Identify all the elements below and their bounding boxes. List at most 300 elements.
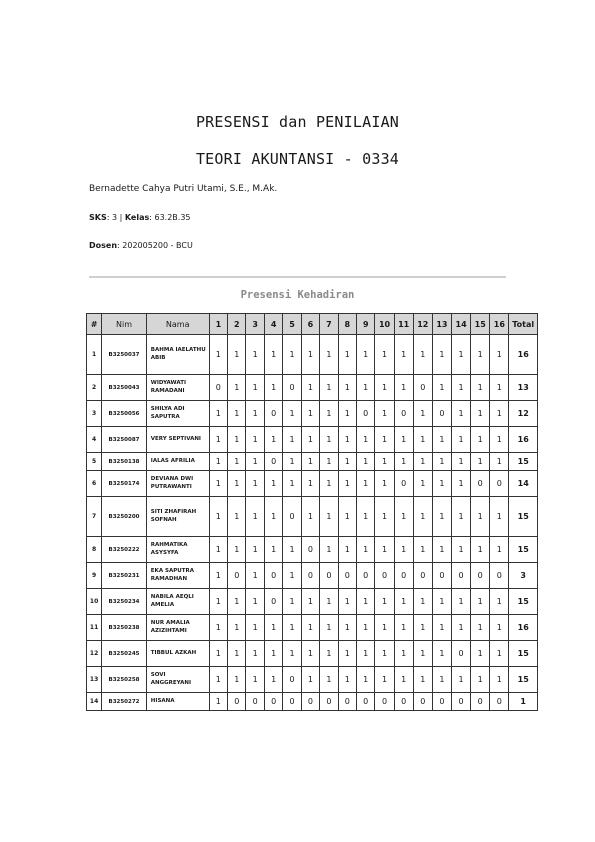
attendance-mark: 1 [357, 335, 375, 375]
attendance-mark: 0 [432, 693, 451, 711]
attendance-mark: 1 [490, 537, 509, 563]
table-row [87, 375, 538, 401]
attendance-mark: 1 [471, 667, 490, 693]
attendance-mark: 1 [452, 453, 471, 471]
attendance-mark: 1 [209, 335, 227, 375]
attendance-mark: 1 [413, 615, 432, 641]
attendance-mark: 0 [320, 563, 338, 589]
attendance-mark: 1 [283, 589, 301, 615]
student-name: SHILYA ADI SAPUTRA [146, 401, 209, 427]
student-nim: B3250037 [102, 335, 147, 375]
attendance-mark: 0 [301, 563, 319, 589]
attendance-mark: 1 [432, 667, 451, 693]
attendance-mark: 1 [357, 427, 375, 453]
attendance-mark: 1 [264, 641, 282, 667]
attendance-mark: 1 [452, 427, 471, 453]
attendance-mark: 1 [394, 375, 413, 401]
attendance-mark: 1 [320, 453, 338, 471]
attendance-mark: 1 [283, 563, 301, 589]
student-name: IALAS AFRILIA [146, 453, 209, 471]
column-header: 10 [375, 314, 394, 335]
attendance-mark: 1 [338, 427, 356, 453]
attendance-mark: 1 [490, 667, 509, 693]
attendance-total: 12 [509, 401, 538, 427]
row-number: 8 [87, 537, 102, 563]
attendance-mark: 1 [209, 537, 227, 563]
attendance-total: 15 [509, 641, 538, 667]
attendance-mark: 1 [375, 471, 394, 497]
attendance-mark: 1 [264, 335, 282, 375]
column-header: 15 [471, 314, 490, 335]
table-header-row [87, 314, 538, 335]
attendance-mark: 1 [283, 537, 301, 563]
attendance-mark: 1 [452, 589, 471, 615]
table-row [87, 693, 538, 711]
attendance-mark: 1 [394, 537, 413, 563]
attendance-mark: 1 [432, 471, 451, 497]
attendance-mark: 1 [209, 427, 227, 453]
attendance-mark: 1 [471, 641, 490, 667]
attendance-mark: 1 [357, 453, 375, 471]
attendance-mark: 1 [228, 667, 246, 693]
attendance-mark: 1 [301, 427, 319, 453]
attendance-mark: 1 [228, 335, 246, 375]
attendance-mark: 1 [246, 497, 264, 537]
attendance-mark: 1 [413, 641, 432, 667]
attendance-mark: 1 [246, 537, 264, 563]
attendance-mark: 0 [301, 693, 319, 711]
attendance-mark: 1 [228, 471, 246, 497]
row-number: 3 [87, 401, 102, 427]
attendance-mark: 1 [432, 453, 451, 471]
table-row [87, 615, 538, 641]
attendance-mark: 1 [320, 471, 338, 497]
row-number: 10 [87, 589, 102, 615]
attendance-mark: 1 [209, 453, 227, 471]
student-name: VERY SEPTIVANI [146, 427, 209, 453]
attendance-mark: 1 [320, 375, 338, 401]
attendance-mark: 1 [246, 615, 264, 641]
attendance-total: 15 [509, 537, 538, 563]
attendance-mark: 1 [375, 427, 394, 453]
attendance-mark: 0 [264, 453, 282, 471]
row-number: 11 [87, 615, 102, 641]
student-nim: B3250056 [102, 401, 147, 427]
attendance-mark: 1 [413, 667, 432, 693]
attendance-mark: 1 [246, 427, 264, 453]
sks-label: SKS [89, 213, 107, 222]
student-nim: B3250234 [102, 589, 147, 615]
attendance-mark: 1 [375, 375, 394, 401]
attendance-mark: 1 [452, 667, 471, 693]
column-header: 3 [246, 314, 264, 335]
attendance-total: 15 [509, 497, 538, 537]
attendance-mark: 1 [357, 615, 375, 641]
attendance-mark: 0 [338, 563, 356, 589]
attendance-mark: 1 [490, 401, 509, 427]
attendance-mark: 1 [357, 471, 375, 497]
lecturer-name: Bernadette Cahya Putri Utami, S.E., M.Ak. [89, 184, 278, 194]
attendance-mark: 1 [264, 497, 282, 537]
row-number: 1 [87, 335, 102, 375]
attendance-mark: 0 [264, 693, 282, 711]
attendance-mark: 1 [246, 375, 264, 401]
attendance-mark: 1 [432, 641, 451, 667]
attendance-mark: 0 [394, 693, 413, 711]
column-header: 13 [432, 314, 451, 335]
attendance-mark: 0 [357, 693, 375, 711]
attendance-mark: 0 [228, 693, 246, 711]
attendance-mark: 1 [357, 667, 375, 693]
attendance-mark: 0 [357, 401, 375, 427]
row-number: 9 [87, 563, 102, 589]
attendance-mark: 0 [394, 401, 413, 427]
attendance-mark: 0 [264, 589, 282, 615]
attendance-mark: 1 [357, 497, 375, 537]
table-row [87, 641, 538, 667]
table-row [87, 589, 538, 615]
attendance-mark: 1 [338, 375, 356, 401]
attendance-mark: 1 [264, 537, 282, 563]
attendance-mark: 1 [320, 497, 338, 537]
column-header: 9 [357, 314, 375, 335]
attendance-mark: 1 [209, 641, 227, 667]
attendance-mark: 0 [375, 563, 394, 589]
attendance-total: 14 [509, 471, 538, 497]
attendance-mark: 1 [301, 471, 319, 497]
attendance-mark: 1 [320, 615, 338, 641]
table-row [87, 401, 538, 427]
attendance-mark: 0 [432, 401, 451, 427]
attendance-mark: 1 [301, 641, 319, 667]
kelas-label: Kelas [124, 213, 150, 222]
attendance-mark: 1 [228, 589, 246, 615]
attendance-mark: 1 [375, 335, 394, 375]
course-meta [89, 213, 191, 222]
attendance-mark: 1 [375, 497, 394, 537]
attendance-mark: 1 [283, 615, 301, 641]
attendance-mark: 0 [283, 693, 301, 711]
attendance-mark: 1 [490, 589, 509, 615]
attendance-mark: 1 [490, 641, 509, 667]
attendance-total: 13 [509, 375, 538, 401]
attendance-mark: 0 [490, 693, 509, 711]
attendance-mark: 0 [471, 563, 490, 589]
attendance-mark: 1 [338, 497, 356, 537]
attendance-mark: 1 [452, 471, 471, 497]
attendance-total: 16 [509, 427, 538, 453]
document-title: PRESENSI dan PENILAIAN [195, 113, 400, 131]
attendance-mark: 1 [375, 615, 394, 641]
attendance-mark: 0 [338, 693, 356, 711]
attendance-mark: 1 [320, 641, 338, 667]
attendance-mark: 1 [209, 693, 227, 711]
sks-value: : 3 | [106, 213, 123, 222]
attendance-mark: 1 [264, 667, 282, 693]
attendance-mark: 1 [375, 401, 394, 427]
attendance-mark: 0 [283, 375, 301, 401]
student-nim: B3250238 [102, 615, 147, 641]
attendance-mark: 1 [228, 375, 246, 401]
attendance-mark: 1 [264, 375, 282, 401]
attendance-total: 15 [509, 667, 538, 693]
attendance-mark: 0 [283, 497, 301, 537]
attendance-mark: 1 [320, 589, 338, 615]
attendance-mark: 0 [413, 563, 432, 589]
table-row [87, 667, 538, 693]
column-header: 1 [209, 314, 227, 335]
student-nim: B3250043 [102, 375, 147, 401]
attendance-mark: 1 [283, 641, 301, 667]
column-header: Total [509, 314, 538, 335]
attendance-mark: 1 [490, 497, 509, 537]
student-name: NUR AMALIA AZIZIHTAMI [146, 615, 209, 641]
attendance-mark: 0 [413, 375, 432, 401]
column-header: 14 [452, 314, 471, 335]
student-nim: B3250258 [102, 667, 147, 693]
student-nim: B3250200 [102, 497, 147, 537]
attendance-mark: 1 [413, 471, 432, 497]
student-nim: B3250138 [102, 453, 147, 471]
attendance-mark: 1 [452, 537, 471, 563]
student-name: EKA SAPUTRA RAMADHAN [146, 563, 209, 589]
attendance-mark: 1 [413, 453, 432, 471]
attendance-mark: 0 [228, 563, 246, 589]
attendance-mark: 1 [320, 537, 338, 563]
attendance-mark: 1 [490, 615, 509, 641]
attendance-mark: 1 [394, 497, 413, 537]
student-name: TIBBUL AZKAH [146, 641, 209, 667]
dosen-label: Dosen [89, 241, 118, 250]
attendance-mark: 1 [375, 641, 394, 667]
attendance-mark: 1 [320, 335, 338, 375]
attendance-mark: 1 [338, 471, 356, 497]
attendance-mark: 1 [452, 375, 471, 401]
attendance-mark: 1 [432, 537, 451, 563]
attendance-mark: 1 [301, 401, 319, 427]
attendance-mark: 1 [471, 335, 490, 375]
attendance-mark: 1 [246, 453, 264, 471]
attendance-mark: 1 [413, 401, 432, 427]
attendance-mark: 1 [264, 615, 282, 641]
student-name: DEVIANA DWI PUTRAWANTI [146, 471, 209, 497]
attendance-total: 1 [509, 693, 538, 711]
attendance-mark: 0 [413, 693, 432, 711]
attendance-mark: 1 [228, 497, 246, 537]
attendance-mark: 0 [301, 537, 319, 563]
table-row [87, 497, 538, 537]
table-row [87, 453, 538, 471]
attendance-mark: 1 [471, 497, 490, 537]
attendance-mark: 1 [394, 641, 413, 667]
attendance-mark: 1 [338, 453, 356, 471]
student-name: SOVI ANGGREYANI [146, 667, 209, 693]
attendance-mark: 1 [357, 641, 375, 667]
row-number: 12 [87, 641, 102, 667]
column-header: Nama [146, 314, 209, 335]
attendance-mark: 0 [283, 667, 301, 693]
attendance-mark: 1 [338, 589, 356, 615]
section-title: Presensi Kehadiran [240, 289, 355, 301]
attendance-mark: 1 [432, 427, 451, 453]
column-header: # [87, 314, 102, 335]
attendance-mark: 1 [413, 497, 432, 537]
attendance-mark: 1 [209, 615, 227, 641]
attendance-mark: 1 [338, 667, 356, 693]
attendance-mark: 1 [432, 375, 451, 401]
student-name: HISANA [146, 693, 209, 711]
attendance-mark: 1 [432, 335, 451, 375]
attendance-mark: 1 [452, 335, 471, 375]
attendance-total: 16 [509, 615, 538, 641]
attendance-total: 16 [509, 335, 538, 375]
attendance-mark: 1 [301, 453, 319, 471]
column-header: 5 [283, 314, 301, 335]
attendance-mark: 1 [413, 335, 432, 375]
attendance-mark: 1 [283, 401, 301, 427]
attendance-mark: 1 [246, 589, 264, 615]
attendance-mark: 1 [471, 589, 490, 615]
attendance-mark: 1 [301, 667, 319, 693]
attendance-mark: 1 [471, 453, 490, 471]
attendance-mark: 1 [301, 615, 319, 641]
attendance-mark: 1 [471, 375, 490, 401]
attendance-mark: 1 [246, 641, 264, 667]
attendance-mark: 1 [209, 497, 227, 537]
attendance-mark: 1 [228, 641, 246, 667]
attendance-mark: 0 [394, 563, 413, 589]
student-name: BAHMA IAELATHU ABIB [146, 335, 209, 375]
attendance-mark: 0 [246, 693, 264, 711]
attendance-mark: 1 [338, 537, 356, 563]
attendance-mark: 1 [413, 427, 432, 453]
attendance-mark: 1 [432, 497, 451, 537]
row-number: 13 [87, 667, 102, 693]
column-header: 7 [320, 314, 338, 335]
attendance-mark: 1 [246, 563, 264, 589]
row-number: 5 [87, 453, 102, 471]
column-header: Nim [102, 314, 147, 335]
attendance-mark: 1 [452, 497, 471, 537]
table-row [87, 563, 538, 589]
attendance-mark: 1 [246, 401, 264, 427]
attendance-mark: 1 [413, 537, 432, 563]
attendance-mark: 1 [228, 401, 246, 427]
column-header: 8 [338, 314, 356, 335]
attendance-table [86, 313, 538, 711]
attendance-mark: 1 [283, 335, 301, 375]
row-number: 7 [87, 497, 102, 537]
attendance-mark: 1 [209, 563, 227, 589]
student-nim: B3250087 [102, 427, 147, 453]
attendance-mark: 1 [283, 453, 301, 471]
student-nim: B3250245 [102, 641, 147, 667]
attendance-mark: 1 [357, 375, 375, 401]
attendance-mark: 0 [375, 693, 394, 711]
attendance-mark: 1 [490, 375, 509, 401]
attendance-mark: 1 [375, 537, 394, 563]
attendance-mark: 1 [394, 589, 413, 615]
student-name: SITI ZHAFIRAH SOFNAH [146, 497, 209, 537]
attendance-mark: 1 [301, 335, 319, 375]
table-row [87, 427, 538, 453]
attendance-mark: 1 [394, 335, 413, 375]
attendance-mark: 1 [490, 453, 509, 471]
attendance-mark: 0 [394, 471, 413, 497]
attendance-mark: 1 [375, 589, 394, 615]
attendance-mark: 1 [228, 427, 246, 453]
kelas-value: : 63.2B.35 [149, 213, 191, 222]
attendance-mark: 0 [209, 375, 227, 401]
attendance-mark: 0 [471, 471, 490, 497]
attendance-mark: 1 [471, 537, 490, 563]
dosen-meta [89, 241, 193, 250]
attendance-mark: 0 [264, 563, 282, 589]
attendance-mark: 1 [452, 401, 471, 427]
attendance-mark: 1 [209, 589, 227, 615]
attendance-mark: 1 [413, 589, 432, 615]
column-header: 6 [301, 314, 319, 335]
attendance-mark: 1 [394, 667, 413, 693]
attendance-mark: 1 [301, 589, 319, 615]
attendance-mark: 0 [471, 693, 490, 711]
attendance-mark: 1 [375, 667, 394, 693]
attendance-mark: 1 [301, 497, 319, 537]
attendance-mark: 1 [320, 667, 338, 693]
attendance-mark: 1 [320, 427, 338, 453]
section-divider [89, 276, 506, 278]
attendance-mark: 1 [338, 335, 356, 375]
attendance-total: 3 [509, 563, 538, 589]
attendance-mark: 1 [246, 471, 264, 497]
attendance-mark: 1 [338, 641, 356, 667]
student-name: NABILA AEQLI AMELIA [146, 589, 209, 615]
table-row [87, 471, 538, 497]
table-row [87, 537, 538, 563]
attendance-mark: 1 [246, 335, 264, 375]
row-number: 2 [87, 375, 102, 401]
attendance-mark: 1 [228, 537, 246, 563]
attendance-mark: 1 [394, 427, 413, 453]
student-nim: B3250222 [102, 537, 147, 563]
column-header: 2 [228, 314, 246, 335]
attendance-mark: 0 [452, 641, 471, 667]
attendance-mark: 1 [471, 427, 490, 453]
attendance-mark: 0 [490, 563, 509, 589]
attendance-mark: 1 [375, 453, 394, 471]
student-nim: B3250174 [102, 471, 147, 497]
student-nim: B3250231 [102, 563, 147, 589]
row-number: 14 [87, 693, 102, 711]
attendance-mark: 1 [357, 537, 375, 563]
attendance-mark: 0 [432, 563, 451, 589]
student-name: WIDYAWATI RAMADANI [146, 375, 209, 401]
attendance-mark: 1 [471, 615, 490, 641]
attendance-mark: 1 [283, 427, 301, 453]
dosen-value: : 202005200 - BCU [117, 241, 193, 250]
attendance-mark: 1 [209, 667, 227, 693]
attendance-total: 15 [509, 453, 538, 471]
attendance-mark: 1 [452, 615, 471, 641]
attendance-mark: 1 [209, 471, 227, 497]
attendance-mark: 1 [228, 615, 246, 641]
attendance-mark: 1 [301, 375, 319, 401]
attendance-mark: 0 [452, 563, 471, 589]
student-nim: B3250272 [102, 693, 147, 711]
attendance-mark: 1 [490, 335, 509, 375]
attendance-mark: 1 [264, 427, 282, 453]
attendance-mark: 0 [320, 693, 338, 711]
